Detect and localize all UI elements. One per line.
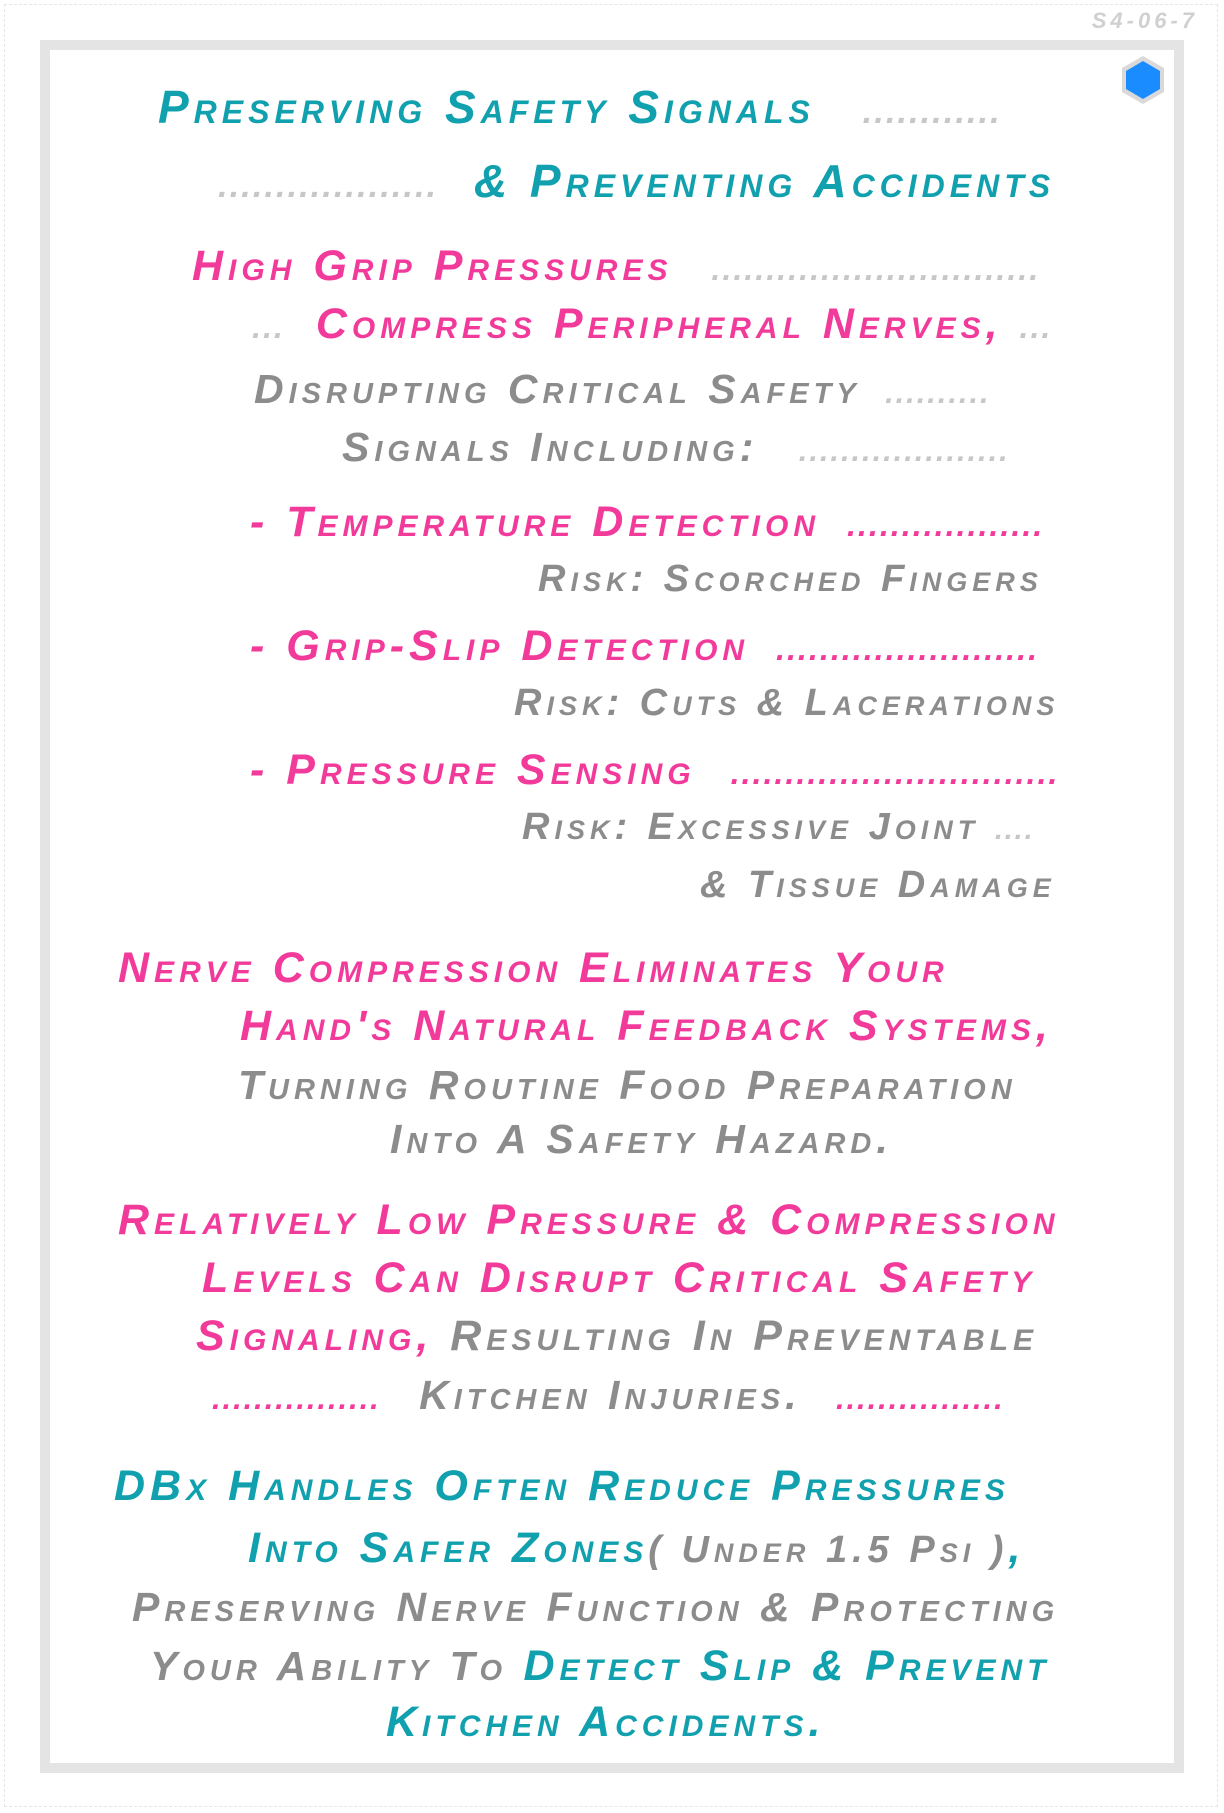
dbx-text-4a: Your Ability To [150, 1643, 508, 1689]
relative-line-3 [196, 1312, 1038, 1361]
intro-dots-4: .................... [798, 433, 1010, 468]
dbx-line-3: Preserving Nerve Function & Protecting [132, 1584, 1060, 1630]
intro-text-3: Disrupting Critical Safety [254, 366, 861, 412]
dbx-line-5: Kitchen Accidents. [386, 1698, 826, 1746]
intro-line-3 [254, 366, 991, 413]
intro-text-1: High Grip Pressures [192, 242, 673, 290]
dbx-text-4b: Detect Slip & Prevent [523, 1642, 1051, 1690]
signal-temperature-dots: .................. [846, 507, 1045, 543]
signal-pressure-label: - Pressure Sensing [250, 746, 696, 794]
signal-temperature [250, 498, 1044, 547]
relative-dots-4a: ................ [212, 1381, 381, 1416]
intro-dots-3: .......... [885, 375, 991, 410]
relative-text-3b: Resulting In Preventable [450, 1312, 1039, 1360]
title-dots-1: ............ [862, 93, 1002, 131]
signal-grip-slip-dots: ........................ [776, 631, 1040, 667]
blue-hexagon-icon [1117, 54, 1169, 106]
relative-line-1: Relatively Low Pressure & Compression [118, 1196, 1060, 1244]
risk-grip-slip [514, 682, 1059, 725]
intro-dots-2b: ... [1019, 309, 1053, 345]
title-dots-2: ................... [218, 167, 439, 205]
dbx-line-2 [248, 1524, 1025, 1573]
relative-line-4 [212, 1372, 1005, 1419]
relative-dots-4b: ................ [835, 1381, 1005, 1416]
relative-line-2: Levels Can Disrupt Critical Safety [202, 1254, 1037, 1302]
intro-dots-2a: ... [252, 309, 285, 345]
intro-line-4 [342, 424, 1010, 471]
signal-grip-slip [250, 622, 1039, 671]
dbx-text-2a: Into Safer Zones [248, 1524, 649, 1572]
title-line-1 [158, 80, 1002, 134]
signal-pressure-dots: .............................. [730, 755, 1060, 791]
page-code: S4-06-7 [1091, 8, 1198, 33]
risk-pressure-text-2: & Tissue Damage [700, 864, 1056, 906]
risk-temperature-prefix: Risk: [538, 558, 649, 600]
intro-dots-1: .............................. [711, 251, 1041, 287]
intro-line-2 [252, 300, 1052, 349]
relative-text-4: Kitchen Injuries. [419, 1372, 802, 1418]
title-text-2: & Preventing Accidents [473, 155, 1056, 207]
title-line-2 [218, 154, 1055, 208]
signal-temperature-label: - Temperature Detection [250, 498, 820, 546]
risk-temperature [538, 558, 1043, 601]
signal-grip-slip-label: - Grip-Slip Detection [250, 622, 750, 670]
dbx-text-2c: , [1008, 1524, 1026, 1572]
intro-text-4: Signals Including: [342, 424, 759, 470]
dbx-line-1: DBx Handles Often Reduce Pressures [114, 1462, 1010, 1510]
intro-line-1 [192, 242, 1040, 291]
risk-pressure [522, 806, 1035, 849]
nerve-line-4: Into A Safety Hazard. [390, 1116, 893, 1162]
intro-text-2: Compress Peripheral Nerves, [315, 300, 1003, 348]
dbx-text-2b: ( Under 1.5 Psi ) [648, 1529, 1009, 1571]
title-text-1: Preserving Safety Signals [158, 81, 815, 133]
nerve-line-1: Nerve Compression Eliminates Your [118, 944, 949, 992]
risk-temperature-text: Scorched Fingers [663, 558, 1043, 600]
risk-pressure-text: Excessive Joint [647, 806, 980, 848]
signal-pressure [250, 746, 1059, 795]
dbx-line-4 [150, 1642, 1051, 1691]
risk-pressure-line-2 [700, 864, 1056, 907]
risk-pressure-dots: .... [994, 814, 1035, 846]
risk-grip-slip-text: Cuts & Lacerations [639, 682, 1060, 724]
risk-pressure-prefix: Risk: [522, 806, 633, 848]
nerve-line-3: Turning Routine Food Preparation [238, 1062, 1017, 1108]
risk-grip-slip-prefix: Risk: [514, 682, 625, 724]
nerve-line-2: Hand's Natural Feedback Systems, [240, 1002, 1053, 1050]
relative-text-3a: Signaling, [196, 1312, 434, 1360]
